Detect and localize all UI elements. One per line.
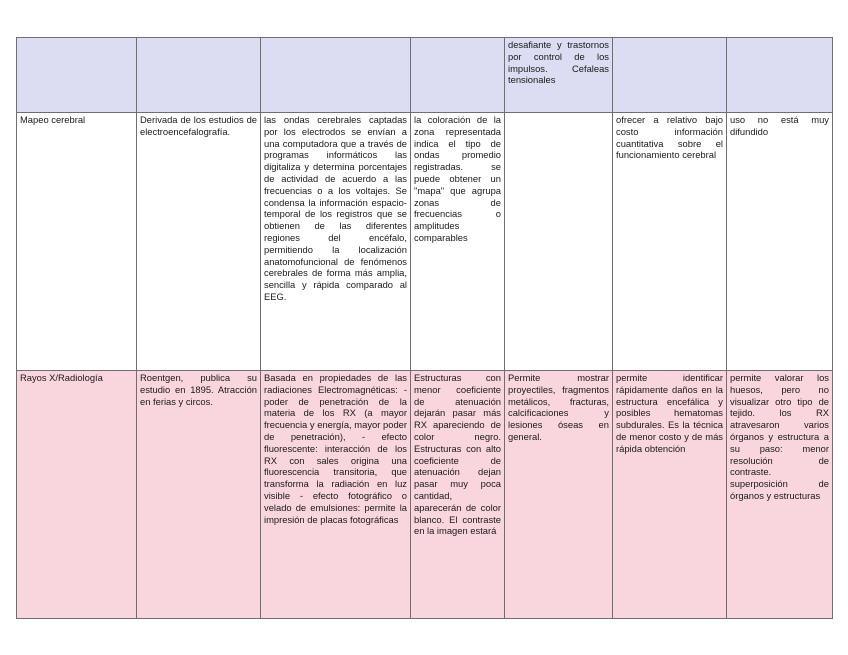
table-row [17,38,833,113]
table-cell [613,38,727,113]
table-cell [505,113,613,371]
table-cell: ofrecer a relativo bajo costo información cuantitativa sobre el funcionamiento cerebral [613,113,727,371]
table-cell [137,38,261,113]
table-row [17,113,833,371]
table-cell [261,38,411,113]
table-cell [727,38,833,113]
table-cell: Derivada de los estudios de electroencefalografía. [137,113,261,371]
table-cell: las ondas cerebrales captadas por los electrodos se envían a una computadora que a través de programas informáticos las digitaliza y determina porcentajes de actividad de acuerdo a las frecuencias o a los voltajes. Se condensa la información espacio-temporal de los registros que se obtienen de las diferentes regiones del encéfalo, permitiendo la localización anatomofuncional de fenómenos cerebrales de forma más amplia, sencilla y rápida comparado al EEG. [261,113,411,371]
table-cell: Permite mostrar proyectiles, fragmentos metálicos, fracturas, calcificaciones y lesiones óseas en general. [505,371,613,619]
table-cell [17,38,137,113]
table-cell: desafiante y trastornos por control de los impulsos. Cefaleas tensionales [505,38,613,113]
table-cell: permite identificar rápidamente daños en la estructura encefálica y posibles hematomas subdurales. Es la técnica de menor costo y de más rápida obtención [613,371,727,619]
comparison-table [16,37,833,619]
table-cell: uso no está muy difundido [727,113,833,371]
table-row [17,371,833,619]
table-cell [411,38,505,113]
table-cell: la coloración de la zona representada indica el tipo de ondas promedio registradas. se puede obtener un "mapa" que agrupa zonas de frecuencias o amplitudes comparables [411,113,505,371]
row-label-cell: Mapeo cerebral [17,113,137,371]
table-cell: Basada en propiedades de las radiaciones Electromagnéticas: -poder de penetración de la materia de los RX (a mayor frecuencia y energía, mayor poder de penetración), - efecto fluorescente: interacción de los RX con sales origina una fluorescencia transitoria, que transforma la radiación en luz visible - efecto fotográfico o velado de emulsiones: permite la impresión de placas fotográficas [261,371,411,619]
table-cell: permite valorar los huesos, pero no visualizar otro tipo de tejido. los RX atravesaron varios órganos y estructura a su paso: menor resolución de contraste. superposición de órganos y estructuras [727,371,833,619]
table-cell: Roentgen, publica su estudio en 1895. Atracción en ferias y circos. [137,371,261,619]
table-cell: Estructuras con menor coeficiente de atenuación dejarán pasar más RX apareciendo de color negro. Estructuras con alto coeficiente de atenuación dejan pasar muy poca cantidad, aparecerán de color blanco. El contraste en la imagen estará [411,371,505,619]
row-label-cell: Rayos X/Radiología [17,371,137,619]
